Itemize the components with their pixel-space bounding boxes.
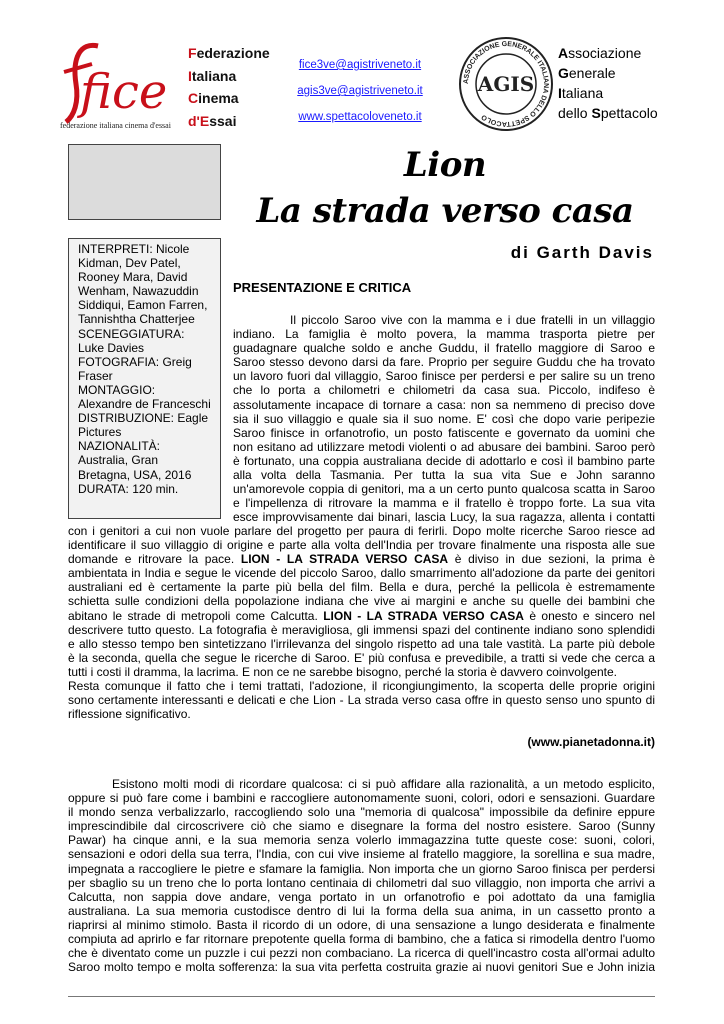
- text-line: un lavoro fuori dal villaggio, Saroo finisce per perdersi e per salire su un treno: [233, 369, 655, 384]
- review-source: (www.pianetadonna.it): [527, 735, 655, 749]
- director-name: Garth Davis: [536, 243, 654, 262]
- text-line: identificare il suo villaggio di origine e parte alla volta dell'India per trovare finalmente una risposta alle sue: [68, 538, 655, 553]
- agis-name-line: dello Spettacolo: [558, 105, 658, 121]
- text-line: sensazioni e odori della sua terra, l'India, con cui vive insieme al fratello maggiore, la sorellina e sua madre,: [68, 847, 655, 862]
- text-line: imprescindibile dal circoscrivere ciò che siamo e disegnare la forma del nostro esistere. Saroo (Sunny: [68, 819, 655, 834]
- film-title-line2: La strada verso casa: [256, 191, 634, 231]
- text-line: alla volta della Tasmania. Per tutta la sua vita Sue e John saranno: [233, 468, 655, 483]
- text-line: australiani ed è certamente la parte più bella del film. Bella e dura, perché la pellicola è estremamente: [68, 580, 655, 595]
- text-line: schietta sulle condizioni della popolazione indiana che vive ai margini e anche su quelle dei bambini che: [68, 594, 655, 609]
- film-title-line1: Lion: [403, 145, 487, 185]
- film-title: [230, 142, 660, 234]
- text-line: guadagnare qualche soldo e anche Guddu, il fratello maggiore di Saroo e: [233, 341, 655, 356]
- bold-film-title: LION - LA STRADA VERSO CASA: [240, 552, 449, 567]
- review-column-text: [233, 313, 655, 524]
- fice-logo: [58, 36, 176, 132]
- text-line: Saroo finisce in orfanotrofio, un posto fatiscente e governato da uomini che: [233, 425, 655, 440]
- text-line: e allo stesso tempo ben sintetizzano l'irrilevanza del singolo rispetto ad una tale vastità. La parte più debole: [68, 636, 655, 651]
- credit-nationality: NAZIONALITÀ: Australia, Gran Bretagna, USA, 2016: [78, 439, 192, 482]
- text-line: Saroo stesso devono darsi da fare. Proprio per seguire Guddu che ha trovato: [233, 355, 655, 370]
- text-line: riaprirsi al minimo stimolo. Basta il ricordo di un odore, di una sensazione a lungo desiderata e finalmente: [68, 917, 655, 932]
- text-line: Esistono molti modi di ricordare qualcosa: ci si può affidare alla razionalità, a un metodo esplicito,: [112, 777, 655, 791]
- credits-box: [68, 238, 221, 519]
- credit-editing: MONTAGGIO: Alexandre de Franceschi: [78, 382, 211, 412]
- text-line: impegnata a raccogliere le pietre e sfamare la famiglia. Non importa che un giorno Saroo finisca per perdersi: [68, 861, 655, 876]
- credit-cast: INTERPRETI: Nicole Kidman, Dev Patel, Rooney Mara, David Wenham, Nawazuddin Siddiqui, Eamon Farren, Tannishtha Chatterjee: [78, 242, 208, 327]
- agis-name-line: Associazione: [558, 45, 642, 61]
- text-line: australiana. La sua memoria custodisce dentro di lui la forma della sua anima, in un cassetto pronto a: [68, 903, 655, 918]
- text-line: il mondo senza verbalizzarlo, raccogliendo solo una "memoria di qualcosa" impossibile da definire eppure: [68, 805, 655, 820]
- agis-name-line: Italiana: [558, 85, 604, 101]
- section-heading: PRESENTAZIONE E CRITICA: [233, 280, 412, 295]
- text-line: sono certamente interessanti e delicati e che Lion - La strada verso casa offre in questo senso uno spunto di: [68, 693, 655, 708]
- fice-name-line: Federazione: [188, 45, 270, 61]
- text-line: che lo porta a chilometri e chilometri da casa sua. Piccolo, indifeso è: [233, 383, 655, 398]
- agis-name-block: [558, 43, 658, 123]
- credit-screenplay: SCENEGGIATURA: Luke Davies: [78, 326, 185, 355]
- website-link[interactable]: www.spettacoloveneto.it: [298, 111, 422, 123]
- text-line: che è diventato come un puzzle i cui pezzi non combaciano. La ricerca di quell'incastro costa all'ormai adulto: [68, 946, 655, 961]
- credit-runtime: DURATA: 120 min.: [78, 481, 179, 496]
- fice-logo-caption: federazione italiana cinema d'essai: [60, 121, 171, 130]
- credit-photography: FOTOGRAFIA: Greig Fraser: [78, 354, 192, 383]
- text-line: abitano le strade di metropoli come Calcutta. LION - LA STRADA VERSO CASA è onesto e sincero nel: [68, 608, 655, 623]
- text-line: compiuta ad aprirlo e far ritornare prepotente quella forma di bambino, che a fatica si rimodella dentro l'uomo: [68, 932, 655, 947]
- text-line: con i genitori a cui non vuole parlare del progetto per paura di ferirli. Dopo molte ricerche Saroo riesce ad: [68, 524, 655, 538]
- text-line: non esitano ad utilizzare metodi violenti o ad abusare dei bambini. Saroo però: [233, 439, 655, 454]
- contact-links: [276, 52, 444, 130]
- director-credit: di Garth Davis: [510, 243, 654, 262]
- footer-divider: [68, 996, 655, 997]
- essay-text: [68, 777, 655, 974]
- fice-email-link[interactable]: fice3ve@agistriveneto.it: [298, 59, 422, 71]
- text-line: per sbaglio su un treno che lo porta lontano centinaia di chilometri dal suo villaggio, non importa che arrivi a: [68, 875, 655, 890]
- agis-logo: [456, 34, 556, 134]
- agis-logo-word: AGIS: [477, 72, 535, 96]
- text-line: esce improvvisamente dai binari, lascia Lucy, la sua ragazza, allenta i contatti: [233, 510, 655, 525]
- text-line: sia il suo villaggio e quale sia il suo nome. E' così che dopo varie peripezie: [233, 411, 655, 426]
- text-line: riflessione significativo.: [68, 707, 191, 722]
- text-line: è fortunato, una coppia australiana decide di adottarlo e così il bambino parte: [233, 453, 655, 468]
- text-line: e l'impellenza di ritrovare la mamma e il fratello è troppo forte. La sua vita: [233, 496, 655, 511]
- text-line: indiano. La famiglia è molto povera, la mamma trasporta pietre per: [233, 327, 655, 342]
- agis-email-link[interactable]: agis3ve@agistriveneto.it: [297, 85, 423, 97]
- text-line: Il piccolo Saroo vive con la mamma e i due fratelli in un villaggio: [290, 313, 655, 327]
- fice-name-line: d'Essai: [188, 112, 237, 129]
- text-line: Resta comunque il fatto che i temi trattati, l'adozione, il ricongiungimento, la scoperta delle proprie origini: [68, 679, 655, 694]
- bold-film-title: LION - LA STRADA VERSO CASA: [323, 608, 524, 623]
- text-line: oppure si può fare come i bambini e raccogliere autonomamente suoni, colori, odori e sensazioni. Guardare: [68, 791, 655, 806]
- agis-name-line: Generale: [558, 65, 616, 81]
- fice-name-line: Italiana: [188, 67, 237, 84]
- text-line: tutti i costi il dramma, la lacrima. E non ce ne sarebbe bisogno, perché la storia è davvero coinvolgente.: [68, 664, 617, 679]
- text-line: ambientata in India e segue le vicende del piccolo Saroo, dallo smarrimento all'adozione da parte dei genitori: [68, 566, 655, 581]
- text-line: Saroo molto tempo e molta sofferenza: la sua vita perfetta costruita grazie ai nuovi genitori Sue e John inizia: [68, 960, 655, 975]
- credit-distribution: DISTRIBUZIONE: Eagle Pictures: [78, 411, 209, 440]
- agis-logo-ring-text: ASSOCIAZIONE GENERALE ITALIANA DELLO SPETTACOLO: [462, 40, 550, 128]
- fice-name-block: [188, 42, 270, 132]
- film-poster-placeholder: [68, 144, 221, 220]
- fice-name-line: Cinema: [188, 90, 239, 106]
- text-line: descrivere tutto questo. La fotografia è meravigliosa, gli immensi spazi del continente indiano sono splendidi: [68, 622, 655, 637]
- text-line: assolutamente incapace di tornare a casa: non sa nemmeno di preciso dove: [233, 397, 655, 412]
- fice-logo-word: fice: [80, 64, 168, 120]
- text-line: Calcutta, non sappia dove andare, venga portato in un orfanotrofio e poi adottato da una famiglia: [68, 889, 655, 904]
- text-line: Pawar) ha cinque anni, e la sua memoria senza volerlo immagazzina tutte queste cose: suoni, colori,: [68, 833, 655, 848]
- text-line: un'amorevole coppia di genitori, ma a un certo punto qualcosa scatta in Saroo: [233, 482, 655, 497]
- text-line: domande e ritrovare la pace. LION - LA STRADA VERSO CASA è diviso in due sezioni, la prima è: [68, 552, 655, 567]
- text-line: è la seconda, quella che segue le ricerche di Saroo. E' più confusa e prevedibile, a tratti si vede che cerca a: [68, 650, 655, 665]
- review-full-text: [68, 524, 655, 721]
